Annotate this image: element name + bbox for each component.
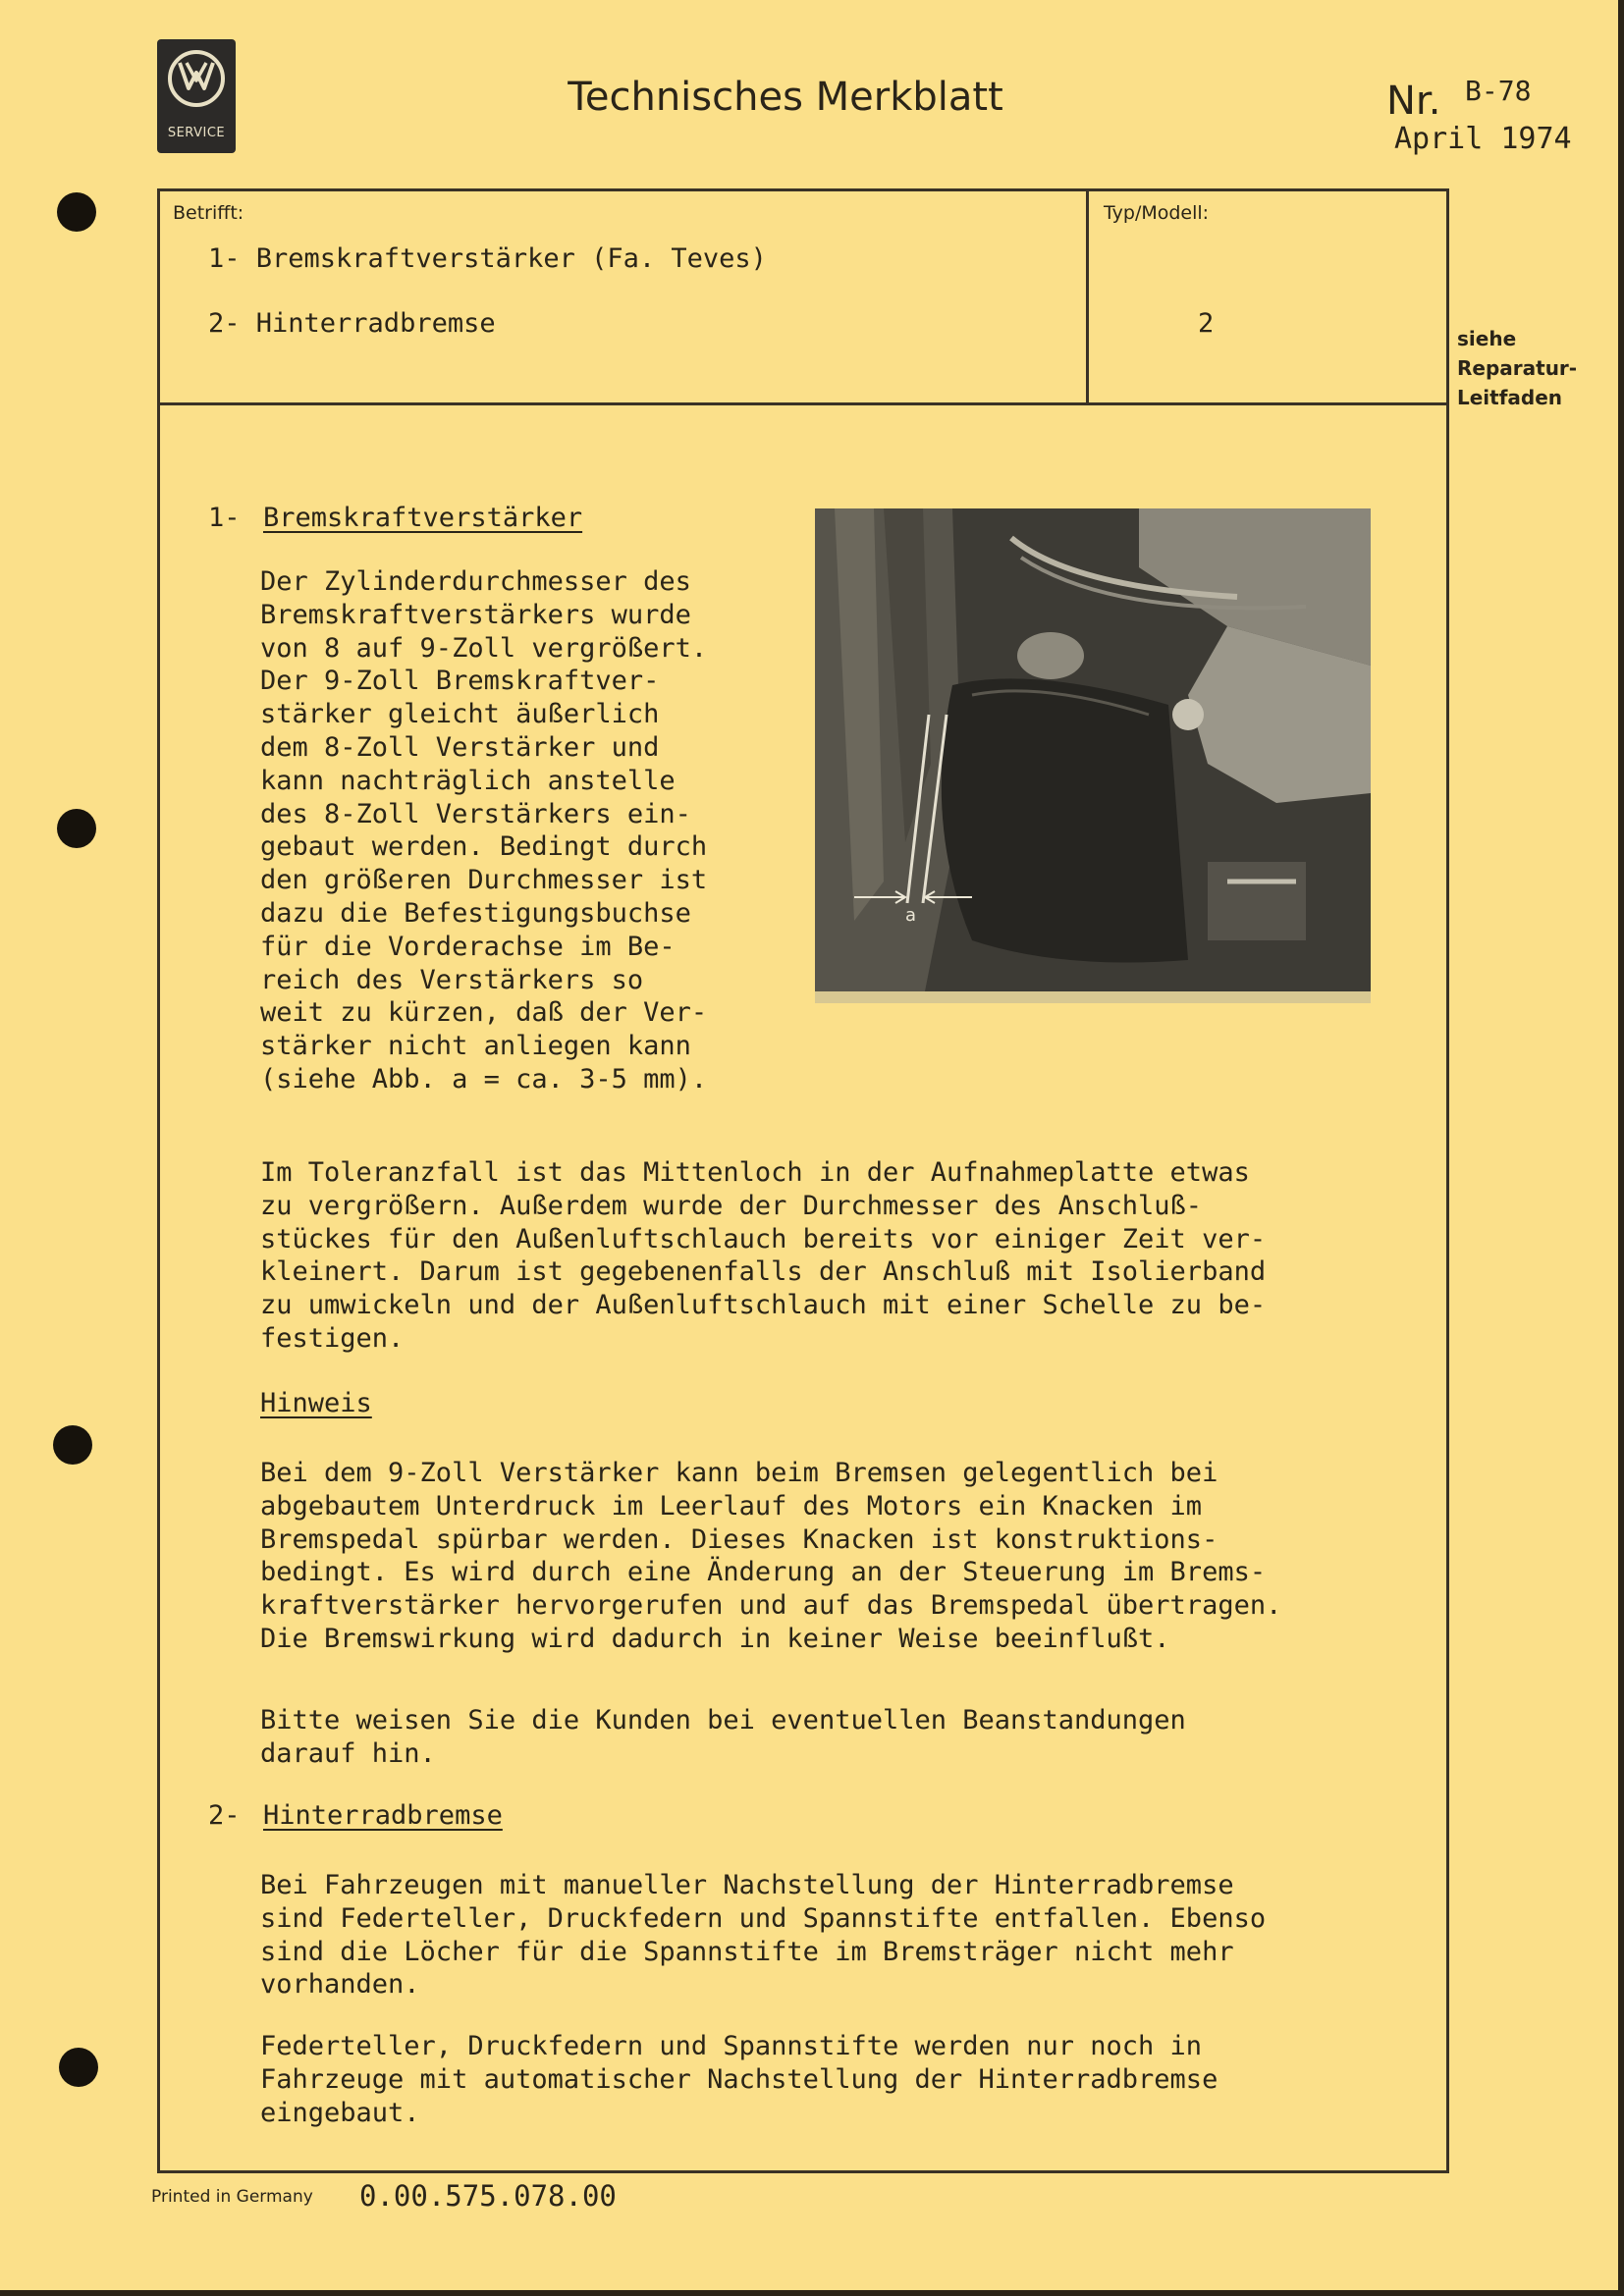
photo-bottom-strip: [815, 991, 1371, 1003]
text-line: stärker gleicht äußerlich: [260, 699, 660, 730]
brake-booster-photo: [815, 508, 1371, 1001]
side-note-line: Leitfaden: [1457, 386, 1563, 409]
side-note: [1457, 324, 1577, 412]
text-line: Bremspedal spürbar werden. Dieses Knacken ist konstruktions-: [260, 1523, 1218, 1555]
model-type-label: Typ/Modell:: [1104, 202, 1210, 224]
section-number: 2-: [208, 1800, 241, 1831]
text-line: eingebaut.: [260, 2097, 420, 2128]
text-line: Bei Fahrzeugen mit manueller Nachstellung der Hinterradbremse: [260, 1870, 1234, 1900]
text-line: stückes für den Außenluftschlauch bereits vor einiger Zeit ver-: [260, 1223, 1267, 1255]
side-note-line: Reparatur-: [1457, 356, 1578, 380]
section-1-heading: [208, 503, 582, 533]
text-line: (siehe Abb. a = ca. 3-5 mm).: [260, 1063, 708, 1095]
punch-hole: [57, 192, 96, 232]
text-line: dazu die Befestigungsbuchse: [260, 897, 691, 929]
subject-label: Betrifft:: [173, 202, 244, 224]
section-2-paragraph-1: [260, 1869, 1266, 2002]
punch-hole: [53, 1425, 92, 1465]
text-line: sind Federteller, Druckfedern und Spannstifte entfallen. Ebenso: [260, 1902, 1267, 1934]
subject-item: 2- Hinterradbremse: [208, 308, 496, 339]
punch-hole: [57, 809, 96, 848]
text-line: für die Vorderachse im Be-: [260, 931, 676, 962]
text-line: Im Toleranzfall ist das Mittenloch in der Aufnahmeplatte etwas: [260, 1157, 1250, 1188]
document-number: B-78: [1465, 75, 1532, 107]
photo-dimension-label: a: [905, 905, 917, 926]
section-title: Hinterradbremse: [263, 1800, 503, 1831]
side-note-line: siehe: [1457, 327, 1517, 350]
text-line: kleinert. Darum ist gegebenenfalls der Anschluß mit Isolierband: [260, 1256, 1267, 1288]
text-line: darauf hin.: [260, 1737, 436, 1769]
header-divider-vertical: [1086, 188, 1089, 402]
page-edge: [0, 2290, 1624, 2296]
text-line: Die Bremswirkung wird dadurch in keiner Weise beeinflußt.: [260, 1623, 1170, 1654]
number-label: Nr.: [1386, 79, 1441, 124]
section-1-paragraph-2: [260, 1156, 1266, 1356]
text-line: sind die Löcher für die Spannstifte im Bremsträger nicht mehr: [260, 1936, 1234, 1967]
text-line: Der Zylinderdurchmesser des: [260, 566, 691, 597]
note-paragraph: [260, 1457, 1281, 1656]
section-2-heading: [208, 1800, 503, 1831]
text-line: gebaut werden. Bedingt durch: [260, 831, 708, 863]
punch-hole: [59, 2048, 98, 2087]
customer-note-paragraph: [260, 1704, 1186, 1771]
text-line: zu umwickeln und der Außenluftschlauch mit einer Schelle zu be-: [260, 1290, 1267, 1321]
page-title: Technisches Merkblatt: [568, 75, 1003, 120]
text-line: festigen.: [260, 1322, 405, 1354]
text-line: Bei dem 9-Zoll Verstärker kann beim Bremsen gelegentlich bei: [260, 1458, 1218, 1488]
section-2-paragraph-2: [260, 2030, 1218, 2129]
text-line: Fahrzeuge mit automatischer Nachstellung der Hinterradbremse: [260, 2063, 1218, 2095]
note-heading: Hinweis: [260, 1388, 372, 1418]
section-title: Bremskraftverstärker: [263, 503, 583, 533]
model-type-value: 2: [1198, 308, 1215, 339]
text-line: Bitte weisen Sie die Kunden bei eventuellen Beanstandungen: [260, 1705, 1186, 1735]
text-line: Bremskraftverstärkers wurde: [260, 599, 691, 630]
text-line: bedingt. Es wird durch eine Änderung an der Steuerung im Brems-: [260, 1557, 1267, 1588]
text-line: von 8 auf 9-Zoll vergrößert.: [260, 632, 708, 664]
text-line: kann nachträglich anstelle: [260, 765, 676, 796]
issue-date: April 1974: [1394, 122, 1572, 156]
text-line: kraftverstärker hervorgerufen und auf das Bremspedal übertragen.: [260, 1590, 1282, 1622]
subject-item: 1- Bremskraftverstärker (Fa. Teves): [208, 243, 767, 274]
header-divider-horizontal: [157, 402, 1446, 405]
page-edge: [1618, 0, 1624, 2296]
logo-service-text: SERVICE: [167, 126, 226, 140]
text-line: Der 9-Zoll Bremskraftver-: [260, 666, 660, 697]
document-code: 0.00.575.078.00: [359, 2179, 617, 2213]
text-line: Federteller, Druckfedern und Spannstifte werden nur noch in: [260, 2031, 1203, 2061]
text-line: vorhanden.: [260, 1969, 420, 2001]
text-line: den größeren Durchmesser ist: [260, 865, 708, 896]
text-line: weit zu kürzen, daß der Ver-: [260, 997, 708, 1029]
section-number: 1-: [208, 503, 241, 533]
text-line: dem 8-Zoll Verstärker und: [260, 731, 660, 763]
text-line: zu vergrößern. Außerdem wurde der Durchmesser des Anschluß-: [260, 1190, 1203, 1221]
text-line: stärker nicht anliegen kann: [260, 1031, 691, 1062]
printed-in-label: Printed in Germany: [151, 2187, 313, 2207]
text-line: abgebautem Unterdruck im Leerlauf des Motors ein Knacken im: [260, 1490, 1203, 1522]
section-1-paragraph-1: [260, 565, 707, 1096]
text-line: reich des Verstärkers so: [260, 964, 644, 995]
text-line: des 8-Zoll Verstärkers ein-: [260, 798, 691, 829]
